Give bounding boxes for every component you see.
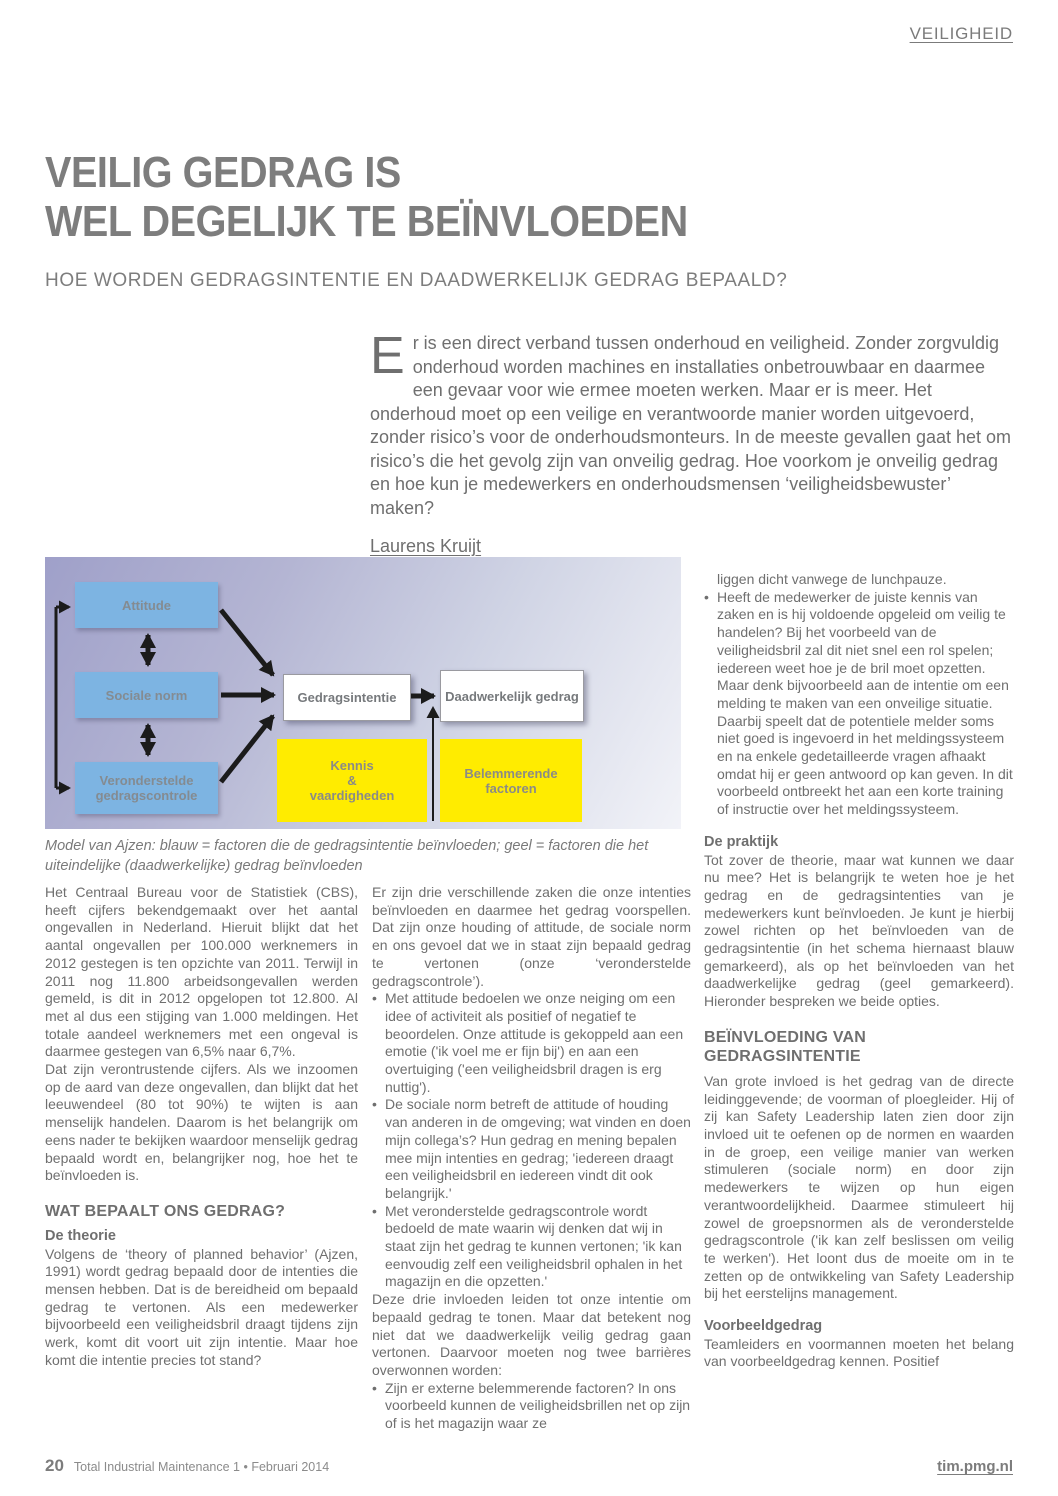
page-footer — [45, 1456, 1013, 1476]
intro-text: r is een direct verband tussen onderhoud en veiligheid. Zonder zorgvuldig onderhoud worden machines en installaties onbetrouwbaar en daarmee een gevaar voor wie ermee moeten werken. Maar er is meer. Het onderhoud moet op een veilige en verantwoorde manier worden uitgevoerd, zonder risico’s voor de onderhoudsmonteurs. In de meeste gevallen gaat het om risico’s die het gevolg zijn van onveilig gedrag. Hoe voorkom je onveilig gedrag en hoe kun je medewerkers en onderhoudsmensen ‘veiligheidsbewuster’ maken? — [370, 333, 1012, 518]
ajzen-model-diagram — [45, 557, 681, 829]
page-title-line1: VEILIG GEDRAG IS — [45, 148, 401, 197]
bullet-list — [704, 589, 1014, 819]
article-column-1 — [45, 884, 358, 1370]
page-title-line2: WEL DEGELIJK TE BEÏNVLOEDEN — [45, 197, 688, 246]
diagram-box-veronderstelde-gedragscontrole: Veronderstelde gedragscontrole — [75, 762, 218, 814]
body-paragraph: Het Centraal Bureau voor de Statistiek (CBS), heeft cijfers bekendgemaakt over het aantal ongevallen in Nederland. Hieruit blijkt dat het aantal ongevallen per 100.000 werknemers in 2012 gestegen is ten opzichte van 2011. Terwijl in 2011 nog 11.800 arbeidsongevallen werden gemeld, is dit in 2012 opgelopen tot 12.800. Al met al dus een stijging van 1.000 meldingen. Het totale aandeel werknemers met een ongeval is daarmee gestegen van 6,5% naar 6,7%. — [45, 884, 358, 1060]
page-subtitle: HOE WORDEN GEDRAGSINTENTIE EN DAADWERKELIJK GEDRAG BEPAALD? — [45, 270, 788, 291]
issue-info: Total Industrial Maintenance 1 • Februari 2014 — [73, 1460, 330, 1474]
article-column-2 — [372, 884, 691, 1433]
body-paragraph: Van grote invloed is het gedrag van de directe leidinggevende; de voorman of ploegleider. Hij of zij kan Safety Leadership laten zien door zijn invloed uit te oefenen op de normen en waarden in de groep, een veilige manier van werken stimuleren (sociale norm) en door zijn medewerkers te wijzen op hun eigen verantwoordelijkheid. Daarmee stimuleert hij zowel de groepsnormen als de veronderstelde gedragscontrole ('ik kan zelf beslissen om veilig te werken'). Het loont dus de moeite om in te zetten op de ontwikkeling van Safety Leadership bij het eerstelijns management. — [704, 1072, 1014, 1302]
body-paragraph: Dat zijn verontrustende cijfers. Als we inzoomen op de aard van deze ongevallen, dan blijkt dat het leeuwendeel (80 tot 90%) te wijten is aan menselijk handelen. Daarom is het belangrijk om eens nader te bekijken waardoor menselijk gedrag bepaald wordt en, belangrijker nog, hoe het te beïnvloeden is. — [45, 1061, 358, 1184]
bullet-item: • Zijn er externe belemmerende factoren? In ons voorbeeld kunnen de veiligheidsbrillen net op zijn of is het magazijn waar ze — [372, 1380, 691, 1433]
diagram-box-sociale-norm: Sociale norm — [75, 672, 218, 718]
bullet-continuation: liggen dicht vanwege de lunchpauze. — [717, 571, 947, 587]
subheading-de-praktijk: De praktijk — [704, 833, 779, 850]
subheading-de-theorie: De theorie — [45, 1227, 116, 1244]
bullet-list — [372, 990, 691, 1291]
section-heading-beinvloeding: BEÏNVLOEDING VAN GEDRAGSINTENTIE — [704, 1028, 867, 1065]
author-byline: Laurens Kruijt — [370, 536, 482, 556]
magazine-url-link[interactable]: tim.pmg.nl — [937, 1458, 1013, 1475]
body-paragraph: Deze drie invloeden leiden tot onze intentie om bepaald gedrag te tonen. Maar dat betekent nog niet dat we daadwerkelijk veilig gedrag gaan vertonen. Daarvoor moeten nog twee barrières overwonnen worden: — [372, 1291, 691, 1378]
body-paragraph: Volgens de ‘theory of planned behavior’ (Ajzen, 1991) wordt gedrag bepaald door de intenties die mensen hebben. Dat is de bereidheid om bepaald gedrag te vertonen. Als een medewerker bijvoorbeeld een veiligheidsbril draagt tijdens zijn werk, komt dit voort uit zijn intentie. Maar hoe komt die intentie precies tot stand? — [45, 1245, 358, 1368]
diagram-box-gedragsintentie: Gedragsintentie — [283, 674, 411, 721]
subheading-voorbeeldgedrag: Voorbeeldgedrag — [704, 1318, 823, 1335]
bullet-list — [372, 1380, 691, 1433]
page-title — [45, 148, 688, 246]
diagram-box-belemmerende-factoren: Belemmerende factoren — [440, 739, 582, 822]
intro-block — [370, 327, 1018, 559]
section-heading-wat-bepaalt: WAT BEPAALT ONS GEDRAG? — [45, 1202, 286, 1220]
section-label: VEILIGHEID — [909, 24, 1013, 43]
diagram-caption: Model van Ajzen: blauw = factoren die de gedragsintentie beïnvloeden; geel = factoren die het uiteindelijke (daadwerkelijke) gedrag beïnvloeden — [45, 838, 649, 874]
bullet-item: • Heeft de medewerker de juiste kennis van zaken en is hij voldoende opgeleid om veilig te handelen? Bij het voorbeeld van de veiligheidsbril zal dit niet snel een rol spelen; iedereen weet hoe je de bril moet opzetten. Maar denk bijvoorbeeld aan de intentie om een melding te maken van een onveilige situatie. Daarbij speelt dat de potentiele melder soms niet goed is ingevoerd in het meldingssysteem en na enkele gedetailleerde vragen afhaakt omdat hij er geen antwoord op kan geven. In dit voorbeeld ontbreekt het aan een korte training of instructie over het meldingssysteem. — [704, 589, 1014, 819]
kennis-line3: vaardigheden — [309, 788, 395, 803]
article-column-3 — [704, 571, 1014, 1371]
kennis-line2: & — [347, 773, 357, 788]
diagram-box-attitude: Attitude — [75, 582, 218, 628]
drop-cap: E — [370, 327, 405, 385]
diagram-box-kennis-vaardigheden — [277, 739, 427, 822]
bullet-item: • Met veronderstelde gedragscontrole wordt bedoeld de mate waarin wij denken dat wij in staat zijn het gedrag te kunnen vertonen; 'ik kan eenvoudig zelf een veiligheidsbril ophalen in het magazijn en die opzetten.' — [372, 1203, 691, 1292]
bullet-item: • De sociale norm betreft de attitude of houding van anderen in de omgeving; wat vinden en doen mijn collega’s? Hun gedrag en mening bepalen mee mijn intenties en gedrag; 'iedereen draagt een veiligheidsbril en iedereen vindt dit ook belangrijk.' — [372, 1096, 691, 1202]
kennis-line1: Kennis — [330, 758, 374, 773]
page-number: 20 — [45, 1456, 64, 1475]
body-paragraph: Tot zover de theorie, maar wat kunnen we daar nu mee? Het is belangrijk te weten hoe je het gedrag en de gedragsintenties van je medewerkers kunt beïnvloeden. Je kunt je hierbij zowel richten op het beïnvloeden van de gedragsintentie (in het schema hiernaast blauw gemarkeerd), als op het beïnvloeden van het daadwerkelijke gedrag (geel gemarkeerd). Hieronder bespreken we beide opties. — [704, 851, 1014, 1010]
diagram-box-daadwerkelijk-gedrag: Daadwerkelijk gedrag — [440, 670, 584, 722]
body-paragraph: Er zijn drie verschillende zaken die onze intenties beïnvloeden en daarmee het gedrag voorspellen. Dat zijn onze houding of attitude, de sociale norm en ons gevoel dat we in staat zijn bepaald gedrag te vertonen (onze ‘veronderstelde gedragscontrole’). — [372, 884, 691, 989]
body-paragraph: Teamleiders en voormannen moeten het belang van voorbeeldgedrag kennen. Positief — [704, 1335, 1014, 1370]
bullet-item: • Met attitude bedoelen we onze neiging om een idee of activiteit als positief of negatief te beoordelen. Onze attitude is gekoppeld aan een emotie ('ik voel me er fijn bij') en aan een overtuiging ('een veiligheidsbril dragen is erg nuttig'). — [372, 990, 691, 1096]
